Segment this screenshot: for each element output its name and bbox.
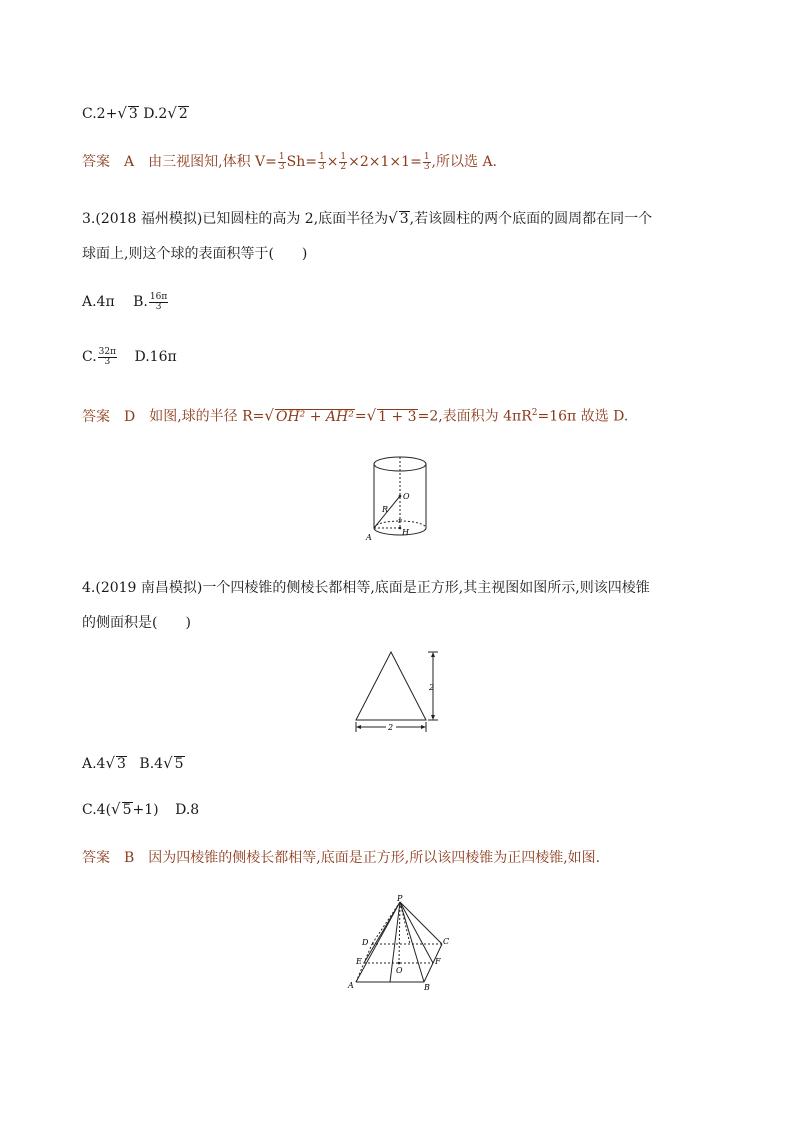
radicand: 5 (122, 802, 132, 818)
answer-q2 (82, 152, 497, 172)
radicand: 1 + 3 (378, 408, 417, 425)
answer-text: 因为四棱锥的侧棱长都相等,底面是正方形,所以该四棱锥为正四棱锥,如图. (148, 850, 601, 866)
q4-stem-line2: 的侧面积是( ) (82, 615, 191, 631)
pyramid-diagram (344, 894, 452, 992)
numerator: 1 (278, 151, 285, 162)
answer-tag: 答案 (82, 850, 110, 866)
q3-options-ab (82, 292, 169, 312)
q3-options-cd (82, 347, 177, 367)
label-r: r (398, 517, 402, 525)
option-c-label: C.2+ (82, 106, 118, 122)
answer-text: Sh= (286, 154, 317, 170)
denominator: 3 (318, 161, 325, 172)
option-b: B.4 (139, 756, 164, 772)
label-E: E (356, 957, 362, 966)
label-A: A (348, 981, 354, 990)
label-D: D (362, 938, 369, 947)
q3-radicand: 3 (399, 211, 409, 227)
radicand: OH² + AH² (275, 408, 354, 425)
answer-text: × (326, 154, 339, 170)
fraction (339, 153, 347, 172)
answer-text: = (354, 408, 367, 425)
numerator: 1 (318, 151, 325, 162)
fraction (149, 293, 168, 312)
answer-tag: 答案 (82, 154, 110, 170)
label-O: O (403, 492, 410, 501)
answer-text: =2,表面积为 4πR (417, 408, 532, 425)
pyramid-figure (344, 894, 452, 996)
q4-stem-line1: 4.(2019 南昌模拟)一个四棱锥的侧棱长都相等,底面是正方形,其主视图如图所示,则该四棱锥 (82, 580, 650, 596)
numerator: 16π (149, 291, 168, 302)
q3-stem-line2: 球面上,则这个球的表面积等于( ) (82, 246, 308, 262)
q3-stem-line1 (82, 208, 652, 229)
denominator: 3 (278, 161, 285, 172)
answer-text: 如图,球的半径 R= (149, 408, 265, 425)
sqrt-sign: √ (163, 754, 173, 772)
answer-choice: B (124, 850, 135, 866)
numerator: 1 (423, 151, 430, 162)
label-B: B (424, 983, 430, 992)
cylinder-figure (362, 452, 434, 548)
sqrt-sign: √ (105, 754, 116, 772)
fraction (278, 153, 286, 172)
radicand: 3 (117, 756, 126, 772)
option-d: D.8 (175, 802, 200, 818)
q4-options-ab (82, 753, 185, 774)
sqrt-sign: √ (167, 104, 177, 122)
option-c-radicand: 3 (128, 106, 138, 122)
answer-text: =16π 故选 D. (537, 408, 629, 425)
triangle-front-view (352, 648, 444, 740)
q2-options-cd (82, 103, 189, 124)
option-a: A.4π (82, 294, 115, 310)
option-d-radicand: 2 (178, 106, 188, 122)
option-a: A.4 (82, 756, 106, 772)
option-d: D.16π (134, 349, 177, 365)
label-O: O (396, 966, 403, 975)
denominator: 3 (104, 356, 111, 367)
answer-text: 由三视图知,体积 V= (148, 154, 277, 170)
height-label: 2 (429, 683, 435, 692)
width-label: 2 (388, 723, 394, 732)
q3-stem-text: ,若该圆柱的两个底面的圆周都在同一个 (409, 211, 653, 227)
answer-text: ×2×1×1= (348, 154, 422, 170)
numerator: 32π (98, 346, 117, 357)
q4-options-cd (82, 799, 199, 820)
option-c: C.4( (82, 802, 112, 818)
answer-text: ,所以选 A. (431, 154, 498, 170)
radicand: 5 (174, 756, 184, 772)
exponent: 2 (531, 408, 538, 418)
denominator: 3 (423, 161, 430, 172)
label-H: H (402, 528, 409, 537)
answer-tag: 答案 (82, 408, 110, 425)
sqrt-sign: √ (264, 406, 274, 425)
fraction (423, 153, 431, 172)
triangle-diagram (352, 648, 444, 736)
sqrt-sign: √ (388, 209, 398, 227)
answer-choice: D (124, 408, 136, 425)
sqrt-sign: √ (117, 104, 127, 122)
sqrt-sign: √ (111, 800, 121, 818)
option-c: +1) (132, 802, 159, 818)
label-C: C (443, 937, 450, 946)
answer-choice: A (124, 154, 135, 170)
fraction (98, 348, 117, 367)
option-c: C. (82, 349, 97, 365)
label-A: A (366, 533, 372, 542)
label-R: R (382, 505, 389, 514)
q3-stem-text: 3.(2018 福州模拟)已知圆柱的高为 2,底面半径为 (82, 211, 389, 227)
numerator: 1 (340, 151, 347, 162)
denominator: 3 (155, 301, 162, 312)
denominator: 2 (340, 161, 347, 172)
answer-q3 (82, 403, 628, 427)
option-d-label: D.2 (143, 106, 168, 122)
label-F: F (435, 957, 441, 966)
sqrt-sign: √ (366, 406, 377, 425)
label-P: P (397, 894, 403, 903)
fraction (318, 153, 326, 172)
answer-q4 (82, 848, 600, 868)
cylinder-diagram (362, 452, 434, 544)
option-b: B. (133, 294, 148, 310)
